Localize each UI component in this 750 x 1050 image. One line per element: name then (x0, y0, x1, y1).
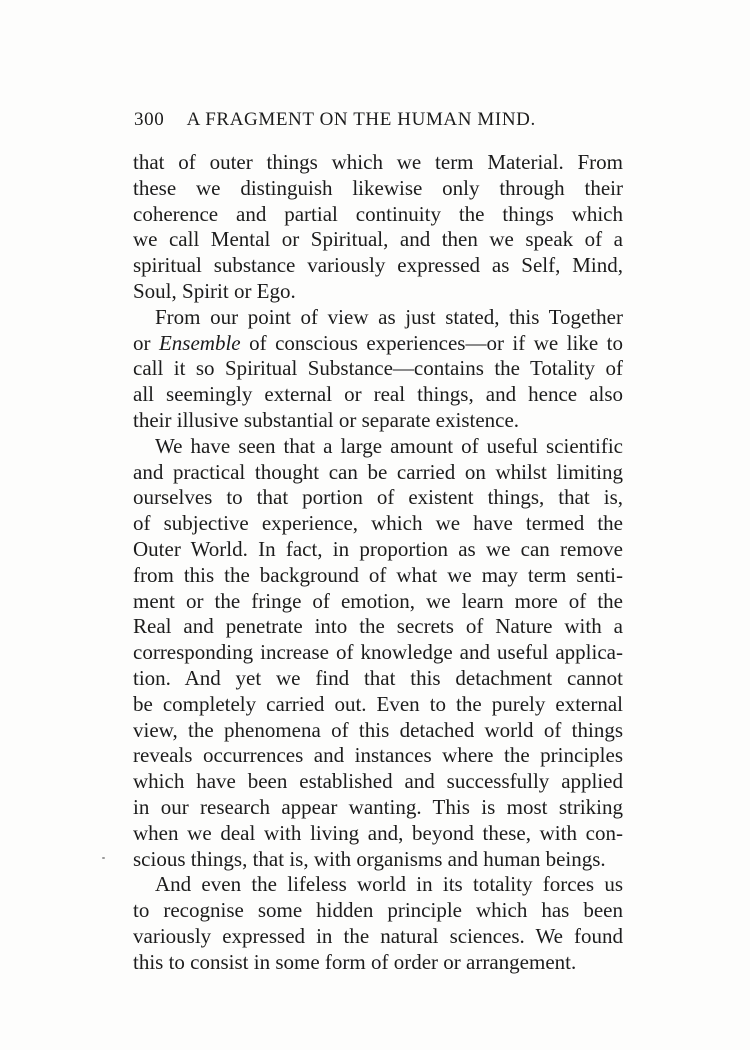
text-line: corresponding increase of knowledge and useful applica- (133, 640, 623, 665)
text-line: ourselves to that portion of existent things, that is, (133, 485, 623, 510)
text-line: Real and penetrate into the secrets of Nature with a (133, 614, 623, 639)
text-line: in our research appear wanting. This is most striking (133, 794, 623, 819)
text-line: call it so Spiritual Substance—contains the Totality of (133, 356, 623, 381)
italic-term: Ensemble (158, 330, 241, 355)
text-line: From our point of view as just stated, this Together (155, 304, 623, 329)
text-line: Soul, Spirit or Ego. (133, 278, 296, 303)
text-line-with-italic (133, 331, 623, 357)
text-line: view, the phenomena of this detached world of things (133, 717, 623, 742)
text-line: reveals occurrences and instances where the principles (133, 743, 623, 768)
text-line: when we deal with living and, beyond these, with con- (133, 820, 623, 845)
text-line: tion. And yet we find that this detachment cannot (133, 665, 623, 690)
text-line: which have been established and successfully applied (133, 769, 623, 794)
text-fragment: or (133, 330, 159, 355)
text-line: we call Mental or Spiritual, and then we speak of a (133, 227, 623, 252)
text-line: scious things, that is, with organisms and human beings. (133, 846, 606, 871)
body-text (133, 150, 623, 976)
print-speck (102, 857, 105, 859)
text-line: Outer World. In fact, in proportion as we can remove (133, 536, 623, 561)
text-line: that of outer things which we term Material. From (133, 150, 623, 174)
running-title: A FRAGMENT ON THE HUMAN MIND. (186, 109, 536, 130)
text-line: to recognise some hidden principle which has been (133, 898, 623, 923)
text-line: this to consist in some form of order or arrangement. (133, 949, 577, 974)
text-line: coherence and partial continuity the things which (133, 201, 623, 226)
text-line: and practical thought can be carried on whilst limiting (133, 459, 623, 484)
paragraph-3 (133, 434, 623, 873)
text-line: be completely carried out. Even to the purely external (133, 691, 623, 716)
paragraph-2 (133, 305, 623, 434)
text-fragment: of conscious experiences—or if we like to (240, 330, 623, 355)
text-line: And even the lifeless world in its totality forces us (155, 872, 623, 897)
text-line: We have seen that a large amount of useful scientific (155, 433, 623, 458)
text-line: ment or the fringe of emotion, we learn more of the (133, 588, 623, 613)
text-line: their illusive substantial or separate existence. (133, 407, 520, 432)
paragraph-1 (133, 150, 623, 305)
text-line: spiritual substance variously expressed as Self, Mind, (133, 253, 623, 278)
page-number: 300 (134, 109, 165, 130)
text-line: variously expressed in the natural sciences. We found (133, 923, 623, 948)
text-line: these we distinguish likewise only through their (133, 175, 623, 200)
text-line: from this the background of what we may term senti- (133, 562, 623, 587)
text-line: all seemingly external or real things, and hence also (133, 382, 623, 407)
paragraph-4 (133, 872, 623, 975)
running-head (134, 109, 574, 131)
text-line: of subjective experience, which we have termed the (133, 511, 623, 536)
